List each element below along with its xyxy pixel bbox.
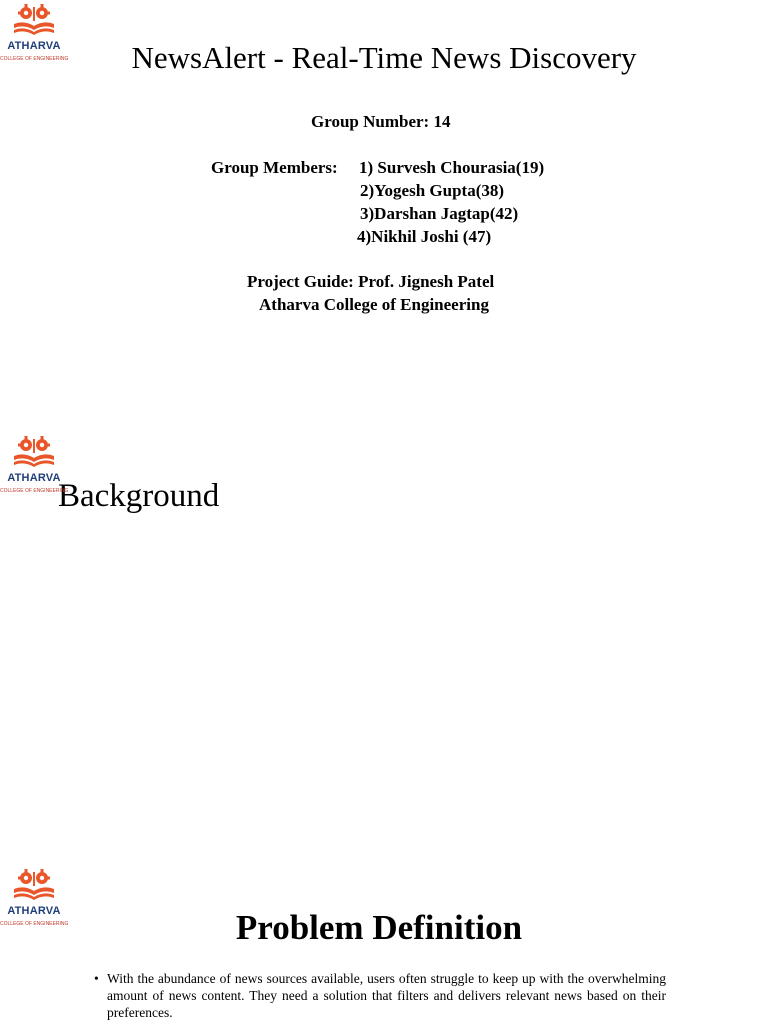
slide-title: Background xyxy=(58,478,220,514)
list-item xyxy=(94,970,666,1021)
bullet-marker: • xyxy=(94,971,99,986)
logo-name: ATHARVA xyxy=(7,472,61,484)
gear-book-logo-icon xyxy=(12,867,56,905)
background-slide xyxy=(0,430,768,860)
slide-title: NewsAlert - Real-Time News Discovery xyxy=(131,40,637,75)
project-guide: Project Guide: Prof. Jignesh Patel xyxy=(247,272,495,291)
bullet-list xyxy=(94,970,666,1021)
college-name: Atharva College of Engineering xyxy=(259,295,489,314)
group-number: Group Number: 14 xyxy=(311,112,451,131)
bullet-text: With the abundance of news sources available, users often struggle to keep up with the overwhelming amount of news content. They need a solution that filters and delivers relevant news based on their preferences. xyxy=(107,971,666,1020)
logo-subtitle: COLLEGE OF ENGINEERING xyxy=(0,488,68,494)
gear-book-logo-icon xyxy=(12,2,56,40)
logo-subtitle: COLLEGE OF ENGINEERING xyxy=(0,56,68,62)
problem-definition-slide xyxy=(0,860,768,1024)
college-logo xyxy=(0,432,68,500)
logo-name: ATHARVA xyxy=(7,905,61,917)
logo-name: ATHARVA xyxy=(7,40,61,52)
logo-subtitle: COLLEGE OF ENGINEERING xyxy=(0,921,68,927)
member-item: 2)Yogesh Gupta(38) xyxy=(360,181,505,200)
slide-title: Problem Definition xyxy=(235,908,523,947)
title-slide xyxy=(0,0,768,430)
gear-book-logo-icon xyxy=(12,434,56,472)
member-item: 1) Survesh Chourasia(19) xyxy=(359,158,545,177)
member-item: 3)Darshan Jagtap(42) xyxy=(360,204,519,223)
group-members-label: Group Members: xyxy=(211,158,338,177)
member-item: 4)Nikhil Joshi (47) xyxy=(357,227,492,246)
